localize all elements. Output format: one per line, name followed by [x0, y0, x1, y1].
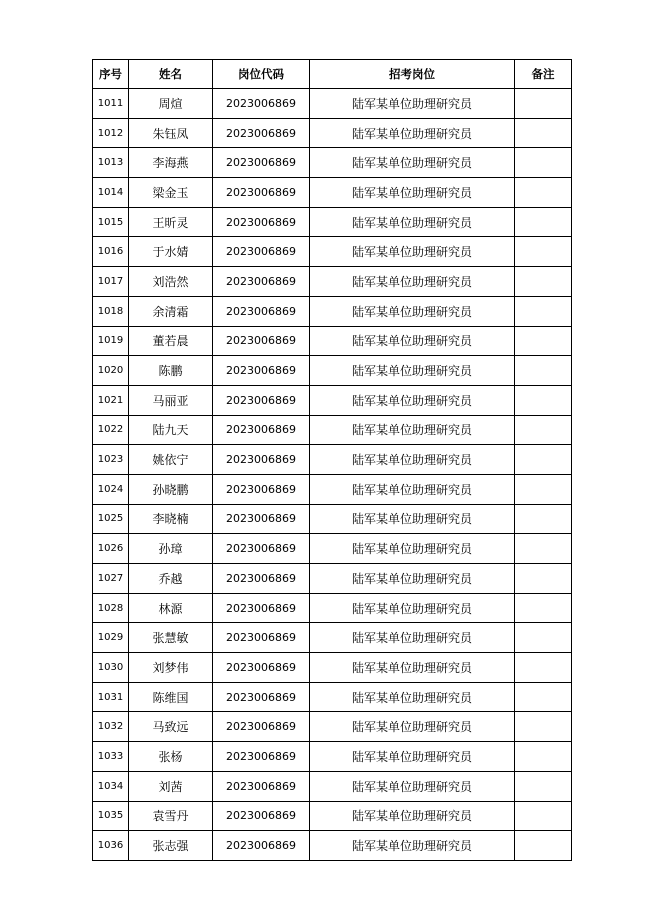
- cell-note: [515, 831, 572, 861]
- cell-name: 孙璋: [129, 534, 213, 564]
- cell-post-code: 2023006869: [213, 237, 310, 267]
- cell-post: 陆军某单位助理研究员: [310, 504, 515, 534]
- cell-no: 1029: [93, 623, 129, 653]
- table-row: [93, 296, 572, 326]
- header-name: 姓名: [129, 60, 213, 89]
- cell-post-code: 2023006869: [213, 801, 310, 831]
- cell-post-code: 2023006869: [213, 534, 310, 564]
- cell-no: 1017: [93, 267, 129, 297]
- candidate-table: [92, 59, 572, 861]
- cell-name: 马丽亚: [129, 385, 213, 415]
- cell-post-code: 2023006869: [213, 712, 310, 742]
- cell-post-code: 2023006869: [213, 831, 310, 861]
- cell-name: 于水婧: [129, 237, 213, 267]
- cell-name: 张杨: [129, 742, 213, 772]
- table-row: [93, 771, 572, 801]
- cell-post: 陆军某单位助理研究员: [310, 653, 515, 683]
- cell-no: 1027: [93, 564, 129, 594]
- cell-post: 陆军某单位助理研究员: [310, 326, 515, 356]
- cell-post: 陆军某单位助理研究员: [310, 267, 515, 297]
- cell-note: [515, 237, 572, 267]
- cell-note: [515, 148, 572, 178]
- cell-name: 董若晨: [129, 326, 213, 356]
- cell-post-code: 2023006869: [213, 742, 310, 772]
- table-row: [93, 415, 572, 445]
- header-no: 序号: [93, 60, 129, 89]
- cell-post: 陆军某单位助理研究员: [310, 593, 515, 623]
- cell-post: 陆军某单位助理研究员: [310, 415, 515, 445]
- cell-name: 张志强: [129, 831, 213, 861]
- cell-note: [515, 593, 572, 623]
- cell-note: [515, 623, 572, 653]
- cell-name: 姚依宁: [129, 445, 213, 475]
- header-note: 备注: [515, 60, 572, 89]
- cell-no: 1024: [93, 474, 129, 504]
- cell-name: 陈鹏: [129, 356, 213, 386]
- cell-post-code: 2023006869: [213, 89, 310, 119]
- cell-post: 陆军某单位助理研究员: [310, 712, 515, 742]
- cell-post-code: 2023006869: [213, 118, 310, 148]
- cell-post: 陆军某单位助理研究员: [310, 534, 515, 564]
- cell-no: 1026: [93, 534, 129, 564]
- cell-post-code: 2023006869: [213, 623, 310, 653]
- cell-no: 1011: [93, 89, 129, 119]
- cell-name: 余清霜: [129, 296, 213, 326]
- cell-note: [515, 771, 572, 801]
- table-row: [93, 237, 572, 267]
- cell-post: 陆军某单位助理研究员: [310, 148, 515, 178]
- table-row: [93, 504, 572, 534]
- cell-no: 1032: [93, 712, 129, 742]
- table-row: [93, 267, 572, 297]
- table-row: [93, 653, 572, 683]
- cell-name: 李海燕: [129, 148, 213, 178]
- cell-name: 梁金玉: [129, 178, 213, 208]
- cell-post-code: 2023006869: [213, 178, 310, 208]
- cell-name: 孙晓鹏: [129, 474, 213, 504]
- cell-post: 陆军某单位助理研究员: [310, 474, 515, 504]
- cell-note: [515, 801, 572, 831]
- cell-no: 1036: [93, 831, 129, 861]
- table-row: [93, 445, 572, 475]
- cell-name: 周煊: [129, 89, 213, 119]
- table-row: [93, 742, 572, 772]
- cell-name: 陈维国: [129, 682, 213, 712]
- cell-note: [515, 682, 572, 712]
- cell-post-code: 2023006869: [213, 593, 310, 623]
- cell-post: 陆军某单位助理研究员: [310, 385, 515, 415]
- table-row: [93, 593, 572, 623]
- cell-name: 乔越: [129, 564, 213, 594]
- cell-post-code: 2023006869: [213, 771, 310, 801]
- table-row: [93, 623, 572, 653]
- cell-no: 1014: [93, 178, 129, 208]
- cell-post-code: 2023006869: [213, 445, 310, 475]
- cell-post-code: 2023006869: [213, 682, 310, 712]
- cell-post-code: 2023006869: [213, 296, 310, 326]
- table-header-row: [93, 60, 572, 89]
- table-row: [93, 326, 572, 356]
- table-row: [93, 385, 572, 415]
- cell-post-code: 2023006869: [213, 504, 310, 534]
- cell-note: [515, 207, 572, 237]
- table-row: [93, 118, 572, 148]
- cell-note: [515, 712, 572, 742]
- cell-post: 陆军某单位助理研究员: [310, 207, 515, 237]
- cell-name: 王昕灵: [129, 207, 213, 237]
- cell-post: 陆军某单位助理研究员: [310, 623, 515, 653]
- table-body: [93, 89, 572, 861]
- cell-post: 陆军某单位助理研究员: [310, 178, 515, 208]
- cell-post: 陆军某单位助理研究员: [310, 682, 515, 712]
- cell-post-code: 2023006869: [213, 564, 310, 594]
- cell-note: [515, 267, 572, 297]
- cell-no: 1021: [93, 385, 129, 415]
- cell-no: 1019: [93, 326, 129, 356]
- table-row: [93, 207, 572, 237]
- cell-no: 1030: [93, 653, 129, 683]
- cell-no: 1015: [93, 207, 129, 237]
- cell-no: 1034: [93, 771, 129, 801]
- cell-no: 1020: [93, 356, 129, 386]
- table-row: [93, 534, 572, 564]
- table-row: [93, 712, 572, 742]
- cell-post: 陆军某单位助理研究员: [310, 742, 515, 772]
- cell-post-code: 2023006869: [213, 148, 310, 178]
- cell-post: 陆军某单位助理研究员: [310, 356, 515, 386]
- table-row: [93, 564, 572, 594]
- cell-no: 1031: [93, 682, 129, 712]
- cell-note: [515, 534, 572, 564]
- table-row: [93, 178, 572, 208]
- table-row: [93, 831, 572, 861]
- cell-post-code: 2023006869: [213, 267, 310, 297]
- cell-no: 1012: [93, 118, 129, 148]
- cell-no: 1013: [93, 148, 129, 178]
- cell-no: 1018: [93, 296, 129, 326]
- cell-no: 1022: [93, 415, 129, 445]
- header-post: 招考岗位: [310, 60, 515, 89]
- cell-name: 朱钰凤: [129, 118, 213, 148]
- cell-note: [515, 415, 572, 445]
- table-row: [93, 89, 572, 119]
- cell-post: 陆军某单位助理研究员: [310, 831, 515, 861]
- cell-post: 陆军某单位助理研究员: [310, 237, 515, 267]
- cell-note: [515, 178, 572, 208]
- cell-no: 1025: [93, 504, 129, 534]
- cell-note: [515, 296, 572, 326]
- cell-name: 李晓楠: [129, 504, 213, 534]
- cell-name: 袁雪丹: [129, 801, 213, 831]
- cell-post-code: 2023006869: [213, 474, 310, 504]
- cell-post-code: 2023006869: [213, 356, 310, 386]
- cell-post-code: 2023006869: [213, 415, 310, 445]
- cell-note: [515, 653, 572, 683]
- cell-note: [515, 564, 572, 594]
- table-row: [93, 474, 572, 504]
- cell-post-code: 2023006869: [213, 326, 310, 356]
- cell-no: 1023: [93, 445, 129, 475]
- header-post-code: 岗位代码: [213, 60, 310, 89]
- cell-no: 1028: [93, 593, 129, 623]
- table-row: [93, 682, 572, 712]
- cell-post: 陆军某单位助理研究员: [310, 801, 515, 831]
- cell-note: [515, 445, 572, 475]
- cell-note: [515, 474, 572, 504]
- cell-post-code: 2023006869: [213, 653, 310, 683]
- cell-post-code: 2023006869: [213, 207, 310, 237]
- table-row: [93, 356, 572, 386]
- cell-post: 陆军某单位助理研究员: [310, 296, 515, 326]
- cell-note: [515, 118, 572, 148]
- table-row: [93, 801, 572, 831]
- cell-post-code: 2023006869: [213, 385, 310, 415]
- cell-post: 陆军某单位助理研究员: [310, 445, 515, 475]
- cell-post: 陆军某单位助理研究员: [310, 118, 515, 148]
- cell-note: [515, 742, 572, 772]
- cell-name: 林源: [129, 593, 213, 623]
- cell-no: 1033: [93, 742, 129, 772]
- cell-post: 陆军某单位助理研究员: [310, 771, 515, 801]
- cell-name: 陆九天: [129, 415, 213, 445]
- cell-name: 刘茜: [129, 771, 213, 801]
- cell-no: 1035: [93, 801, 129, 831]
- cell-name: 马致远: [129, 712, 213, 742]
- cell-post: 陆军某单位助理研究员: [310, 564, 515, 594]
- cell-note: [515, 89, 572, 119]
- cell-note: [515, 385, 572, 415]
- cell-note: [515, 326, 572, 356]
- cell-name: 张慧敏: [129, 623, 213, 653]
- cell-no: 1016: [93, 237, 129, 267]
- cell-note: [515, 504, 572, 534]
- cell-note: [515, 356, 572, 386]
- cell-name: 刘浩然: [129, 267, 213, 297]
- cell-post: 陆军某单位助理研究员: [310, 89, 515, 119]
- table-row: [93, 148, 572, 178]
- cell-name: 刘梦伟: [129, 653, 213, 683]
